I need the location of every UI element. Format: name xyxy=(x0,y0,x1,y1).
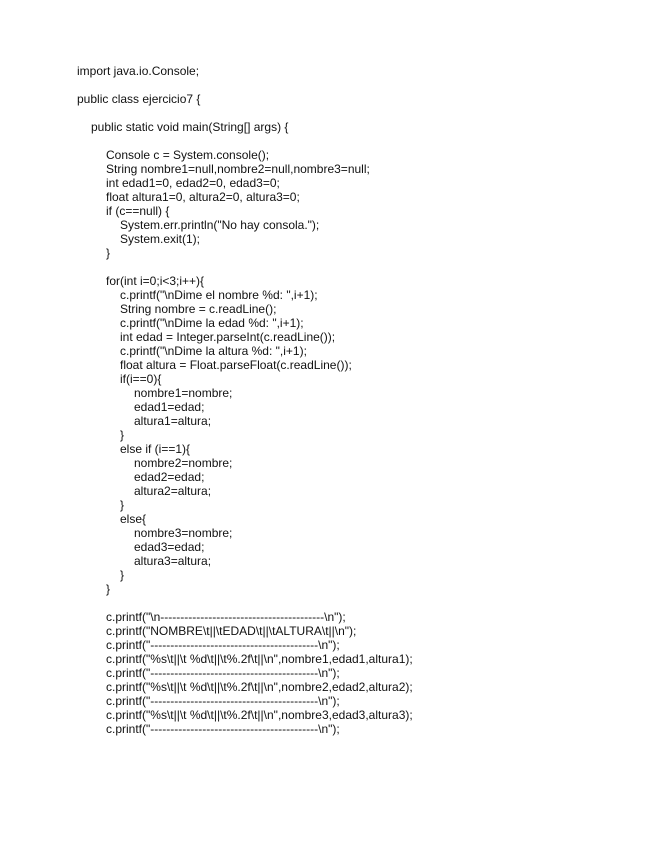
code-line: c.printf("\nDime el nombre %d: ",i+1); xyxy=(120,288,318,302)
code-line: altura3=altura; xyxy=(134,554,212,568)
code-line: float altura1=0, altura2=0, altura3=0; xyxy=(106,190,300,204)
blank-line xyxy=(77,78,413,92)
code-listing xyxy=(77,64,413,736)
code-line: edad3=edad; xyxy=(134,540,205,554)
code-line: } xyxy=(120,568,125,582)
code-line: c.printf("------------------------------------------\n"); xyxy=(106,638,340,652)
code-line: public class ejercicio7 { xyxy=(77,92,201,106)
code-line: System.exit(1); xyxy=(120,232,201,246)
code-line: c.printf("------------------------------------------\n"); xyxy=(106,666,340,680)
code-line: c.printf("------------------------------------------\n"); xyxy=(106,694,340,708)
code-line: edad1=edad; xyxy=(134,400,205,414)
code-line: else if (i==1){ xyxy=(120,442,191,456)
code-line: public static void main(String[] args) { xyxy=(91,120,289,134)
code-line: c.printf("NOMBRE\t||\tEDAD\t||\tALTURA\t||\n"); xyxy=(106,624,357,638)
code-line: nombre3=nombre; xyxy=(134,526,233,540)
blank-line xyxy=(77,260,413,274)
code-line: } xyxy=(120,498,125,512)
code-line: } xyxy=(120,428,125,442)
code-line: } xyxy=(106,582,111,596)
code-line: System.err.println("No hay consola."); xyxy=(120,218,320,232)
code-line: c.printf("\n-----------------------------------------\n"); xyxy=(106,610,346,624)
code-line: String nombre1=null,nombre2=null,nombre3=null; xyxy=(106,162,370,176)
code-line: c.printf("------------------------------------------\n"); xyxy=(106,722,340,736)
code-line: for(int i=0;i<3;i++){ xyxy=(106,274,205,288)
code-line: import java.io.Console; xyxy=(77,64,200,78)
code-line: int edad = Integer.parseInt(c.readLine()); xyxy=(120,330,336,344)
code-line: altura2=altura; xyxy=(134,484,212,498)
code-line: Console c = System.console(); xyxy=(106,148,270,162)
code-line: altura1=altura; xyxy=(134,414,212,428)
code-line: c.printf("%s\t||\t %d\t||\t%.2f\t||\n",nombre2,edad2,altura2); xyxy=(106,680,413,694)
code-line: c.printf("\nDime la edad %d: ",i+1); xyxy=(120,316,304,330)
blank-line xyxy=(77,596,413,610)
code-line: c.printf("%s\t||\t %d\t||\t%.2f\t||\n",nombre3,edad3,altura3); xyxy=(106,708,413,722)
code-line: nombre2=nombre; xyxy=(134,456,233,470)
code-line: edad2=edad; xyxy=(134,470,205,484)
code-line: float altura = Float.parseFloat(c.readLine()); xyxy=(120,358,352,372)
code-line: nombre1=nombre; xyxy=(134,386,233,400)
code-line: int edad1=0, edad2=0, edad3=0; xyxy=(106,176,280,190)
code-line: c.printf("%s\t||\t %d\t||\t%.2f\t||\n",nombre1,edad1,altura1); xyxy=(106,652,413,666)
blank-line xyxy=(77,134,413,148)
blank-line xyxy=(77,106,413,120)
code-line: if(i==0){ xyxy=(120,372,162,386)
code-line: c.printf("\nDime la altura %d: ",i+1); xyxy=(120,344,307,358)
code-line: else{ xyxy=(120,512,147,526)
code-line: String nombre = c.readLine(); xyxy=(120,302,277,316)
code-line: } xyxy=(106,246,111,260)
code-line: if (c==null) { xyxy=(106,204,170,218)
